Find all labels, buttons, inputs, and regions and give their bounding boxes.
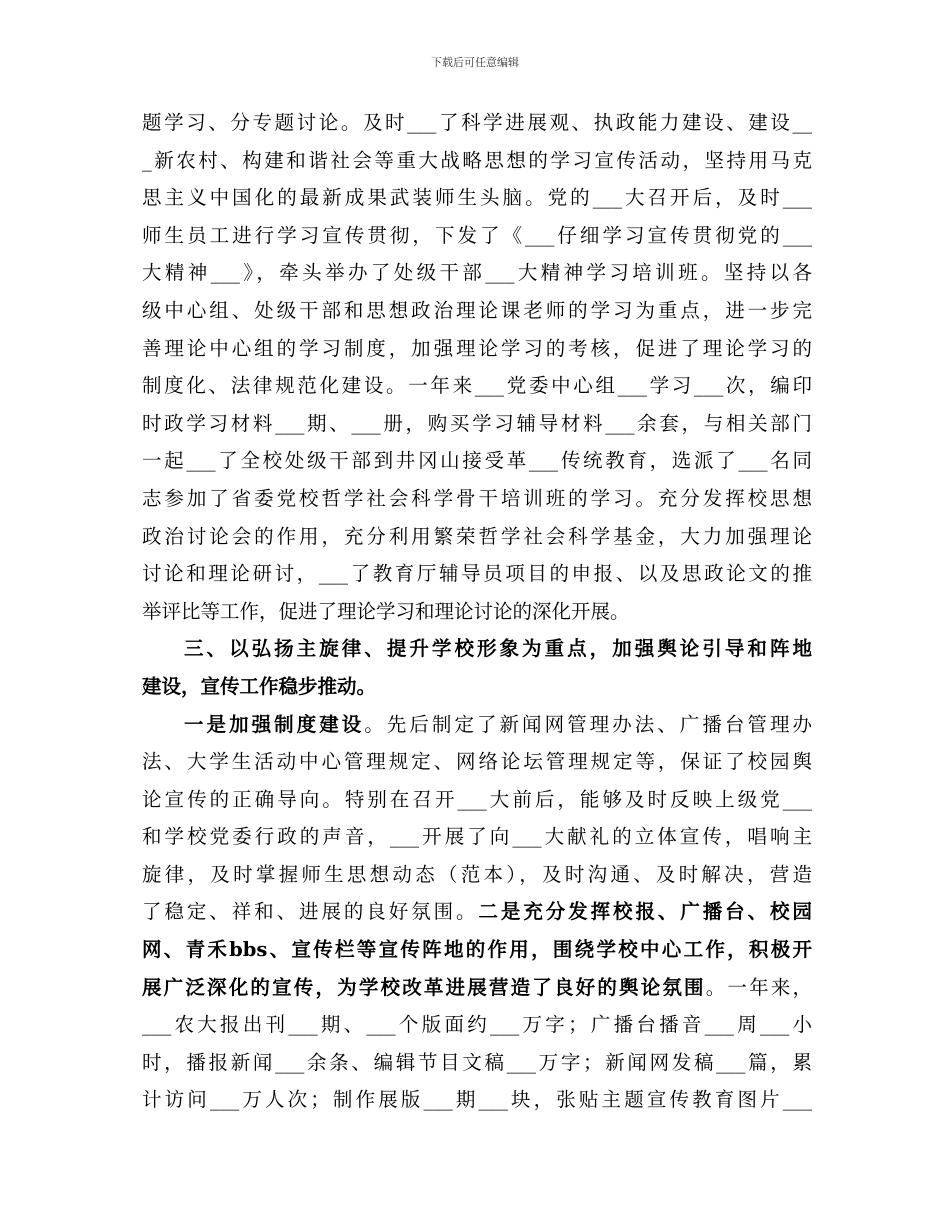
- page-header: 下载后可任意编辑: [431, 56, 519, 69]
- paragraph-2-line: 时，播报新闻___余条、编辑节目文稿___万字；新闻网发稿___篇，累: [142, 1050, 812, 1074]
- paragraph-text: 。先后制定了新闻网管理办法、广播台管理办: [364, 712, 812, 736]
- paragraph-text: 。一年来，: [705, 975, 812, 999]
- paragraph-2-line: [142, 893, 812, 931]
- paragraph-2-line: 和学校党委行政的声音，___开展了向___大献礼的立体宣传，唱响主: [142, 825, 812, 849]
- paragraph-2-line: [142, 969, 812, 1007]
- paragraph-1-line: 政治讨论会的作用，充分利用繁荣哲学社会科学基金，大力加强理论: [142, 524, 812, 548]
- paragraph-2-line: 计访问___万人次；制作展版___期___块，张贴主题宣传教育图片___: [142, 1088, 812, 1112]
- paragraph-text: 了稳定、祥和、进展的良好氛围。: [142, 900, 479, 924]
- paragraph-1-line: 举评比等工作，促进了理论学习和理论讨论的深化开展。: [142, 599, 630, 623]
- paragraph-2-line: 论宣传的正确导向。特别在召开___大前后，能够及时反映上级党___: [142, 787, 812, 811]
- paragraph-1-line: 时政学习材料___期、___册，购买学习辅导材料___余套，与相关部门: [142, 411, 812, 435]
- paragraph-1-line: 级中心组、处级干部和思想政治理论课老师的学习为重点，进一步完: [142, 298, 812, 322]
- section-heading-line: 三、以弘扬主旋律、提升学校形象为重点，加强舆论引导和阵地: [184, 637, 812, 661]
- paragraph-1-line: 讨论和理论研讨，___了教育厅辅导员项目的申报、以及思政论文的推: [142, 562, 812, 586]
- paragraph-2-line: 法、大学生活动中心管理规定、网络论坛管理规定等，保证了校园舆: [142, 750, 812, 774]
- paragraph-1-line: 师生员工进行学习宣传贯彻，下发了《___仔细学习宣传贯彻党的___: [142, 223, 812, 247]
- paragraph-1-line: 志参加了省委党校哲学社会科学骨干培训班的学习。充分发挥校思想: [142, 486, 812, 510]
- bold-text: 展广泛深化的宣传，为学校改革进展营造了良好的舆论氛围: [142, 975, 706, 999]
- paragraph-1-line: _新农村、构建和谐社会等重大战略思想的学习宣传活动，坚持用马克: [142, 148, 812, 172]
- paragraph-1-line: 思主义中国化的最新成果武装师生头脑。党的___大召开后，及时___: [142, 186, 812, 210]
- paragraph-2-line: 旋律，及时掌握师生思想动态（范本），及时沟通、及时解决，营造: [142, 862, 812, 886]
- section-heading-line: 建设，宣传工作稳步推动。: [142, 674, 377, 698]
- paragraph-1-line: 善理论中心组的学习制度，加强理论学习的考核，促进了理论学习的: [142, 336, 812, 360]
- paragraph-1-line: 题学习、分专题讨论。及时___了科学进展观、执政能力建设、建设__: [142, 111, 812, 134]
- paragraph-2-line: [142, 706, 812, 744]
- lead-bold-text: 一是加强制度建设: [184, 712, 365, 736]
- bold-text: 二是充分发挥校报、广播台、校园: [478, 900, 812, 924]
- document-body: [142, 104, 812, 1119]
- paragraph-2-line: 网、青禾bbs、宣传栏等宣传阵地的作用，围绕学校中心工作，积极开: [142, 938, 812, 962]
- paragraph-1-line: 大精神___》，牵头举办了处级干部___大精神学习培训班。坚持以各: [142, 261, 812, 285]
- paragraph-1-line: 一起___了全校处级干部到井冈山接受革___传统教育，选派了___名同: [142, 449, 812, 473]
- paragraph-1-line: 制度化、法律规范化建设。一年来___党委中心组___学习___次，编印: [142, 374, 812, 398]
- paragraph-2-line: ___农大报出刊___期、___个版面约___万字；广播台播音___周___小: [142, 1013, 812, 1037]
